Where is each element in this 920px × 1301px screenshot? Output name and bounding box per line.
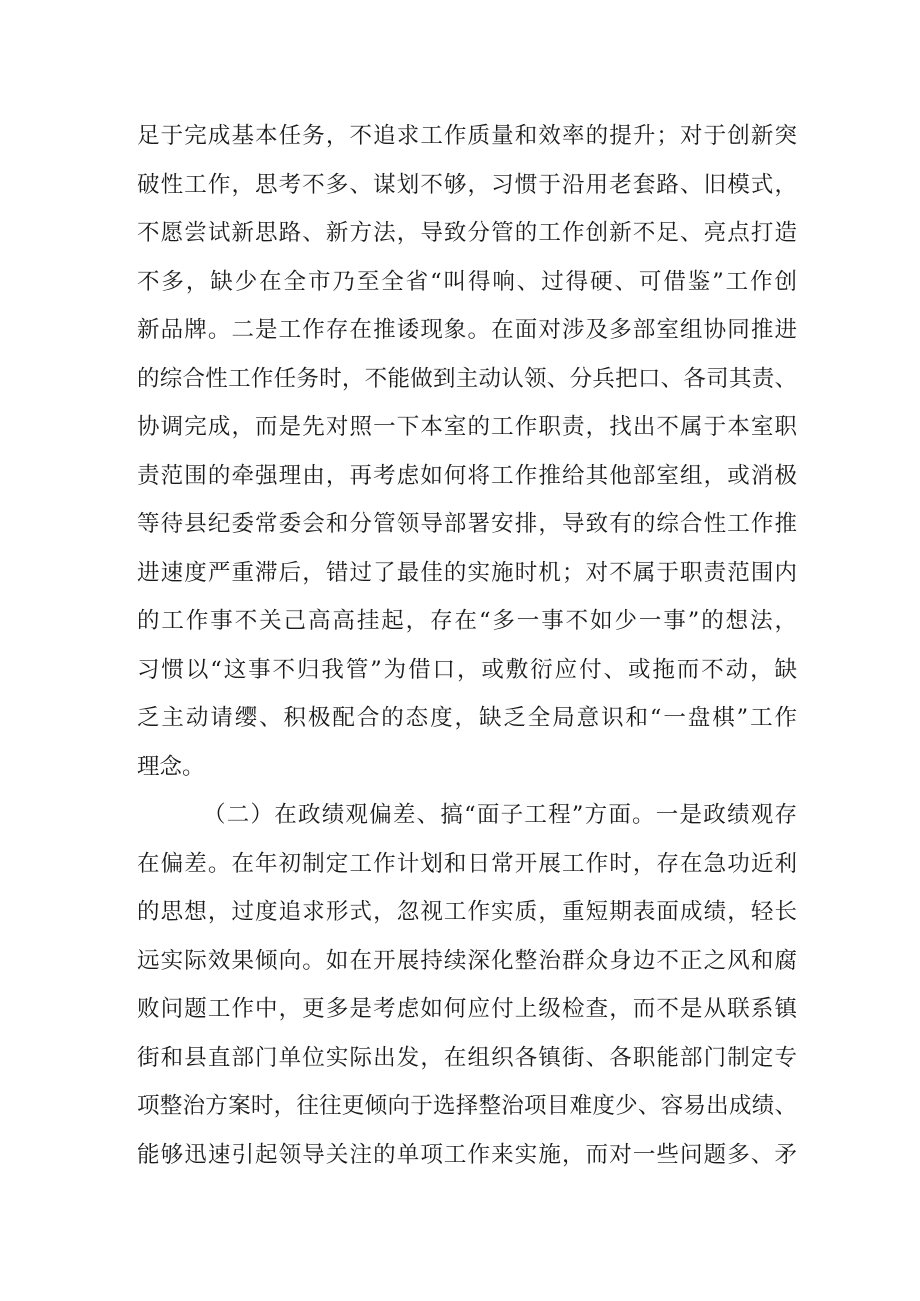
text-line: 在偏差。在年初制定工作计划和日常开展工作时，存在急功近利 — [137, 850, 797, 877]
text-line: 败问题工作中，更多是考虑如何应付上级检查，而不是从联系镇 — [137, 996, 797, 1022]
text-line: 不愿尝试新思路、新方法，导致分管的工作创新不足、亮点打造 — [137, 220, 797, 246]
text-line: 不多，缺少在全市乃至全省“叫得响、过得硬、可借鉴”工作创 — [137, 268, 797, 295]
text-line: 项整治方案时，往往更倾向于选择整治项目难度少、容易出成绩、 — [137, 1093, 797, 1119]
text-line: 的工作事不关己高高挂起，存在“多一事不如少一事”的想法， — [137, 608, 797, 634]
text-line: 进速度严重滞后，错过了最佳的实施时机；对不属于职责范围内 — [137, 559, 797, 586]
text-line: 足于完成基本任务，不追求工作质量和效率的提升；对于创新突 — [137, 123, 797, 149]
text-line: 街和县直部门单位实际出发，在组织各镇街、各职能部门制定专 — [137, 1044, 797, 1071]
text-line: 理念。 — [137, 753, 205, 780]
text-line: 能够迅速引起领导关注的单项工作来实施，而对一些问题多、矛 — [137, 1141, 797, 1168]
text-line: 协调完成，而是先对照一下本室的工作职责，找出不属于本室职 — [137, 414, 797, 440]
section-heading-line: （二）在政绩观偏差、搞“面子工程”方面。一是政绩观存 — [203, 802, 797, 828]
text-line: 的综合性工作任务时，不能做到主动认领、分兵把口、各司其责、 — [137, 365, 797, 392]
text-line: 责范围的牵强理由，再考虑如何将工作推给其他部室组，或消极 — [137, 462, 797, 489]
body-text — [137, 112, 797, 1179]
text-line: 乏主动请缨、积极配合的态度，缺乏全局意识和“一盘棋”工作 — [137, 705, 797, 731]
text-line: 远实际效果倾向。如在开展持续深化整治群众身边不正之风和腐 — [137, 947, 797, 974]
text-line: 新品牌。二是工作存在推诿现象。在面对涉及多部室组协同推进 — [137, 317, 797, 343]
text-line: 破性工作，思考不多、谋划不够，习惯于沿用老套路、旧模式， — [137, 171, 797, 198]
text-line: 等待县纪委常委会和分管领导部署安排，导致有的综合性工作推 — [137, 511, 797, 537]
text-line: 习惯以“这事不归我管”为借口，或敷衍应付、或拖而不动，缺 — [137, 656, 797, 683]
text-line: 的思想，过度追求形式，忽视工作实质，重短期表面成绩，轻长 — [137, 899, 797, 925]
